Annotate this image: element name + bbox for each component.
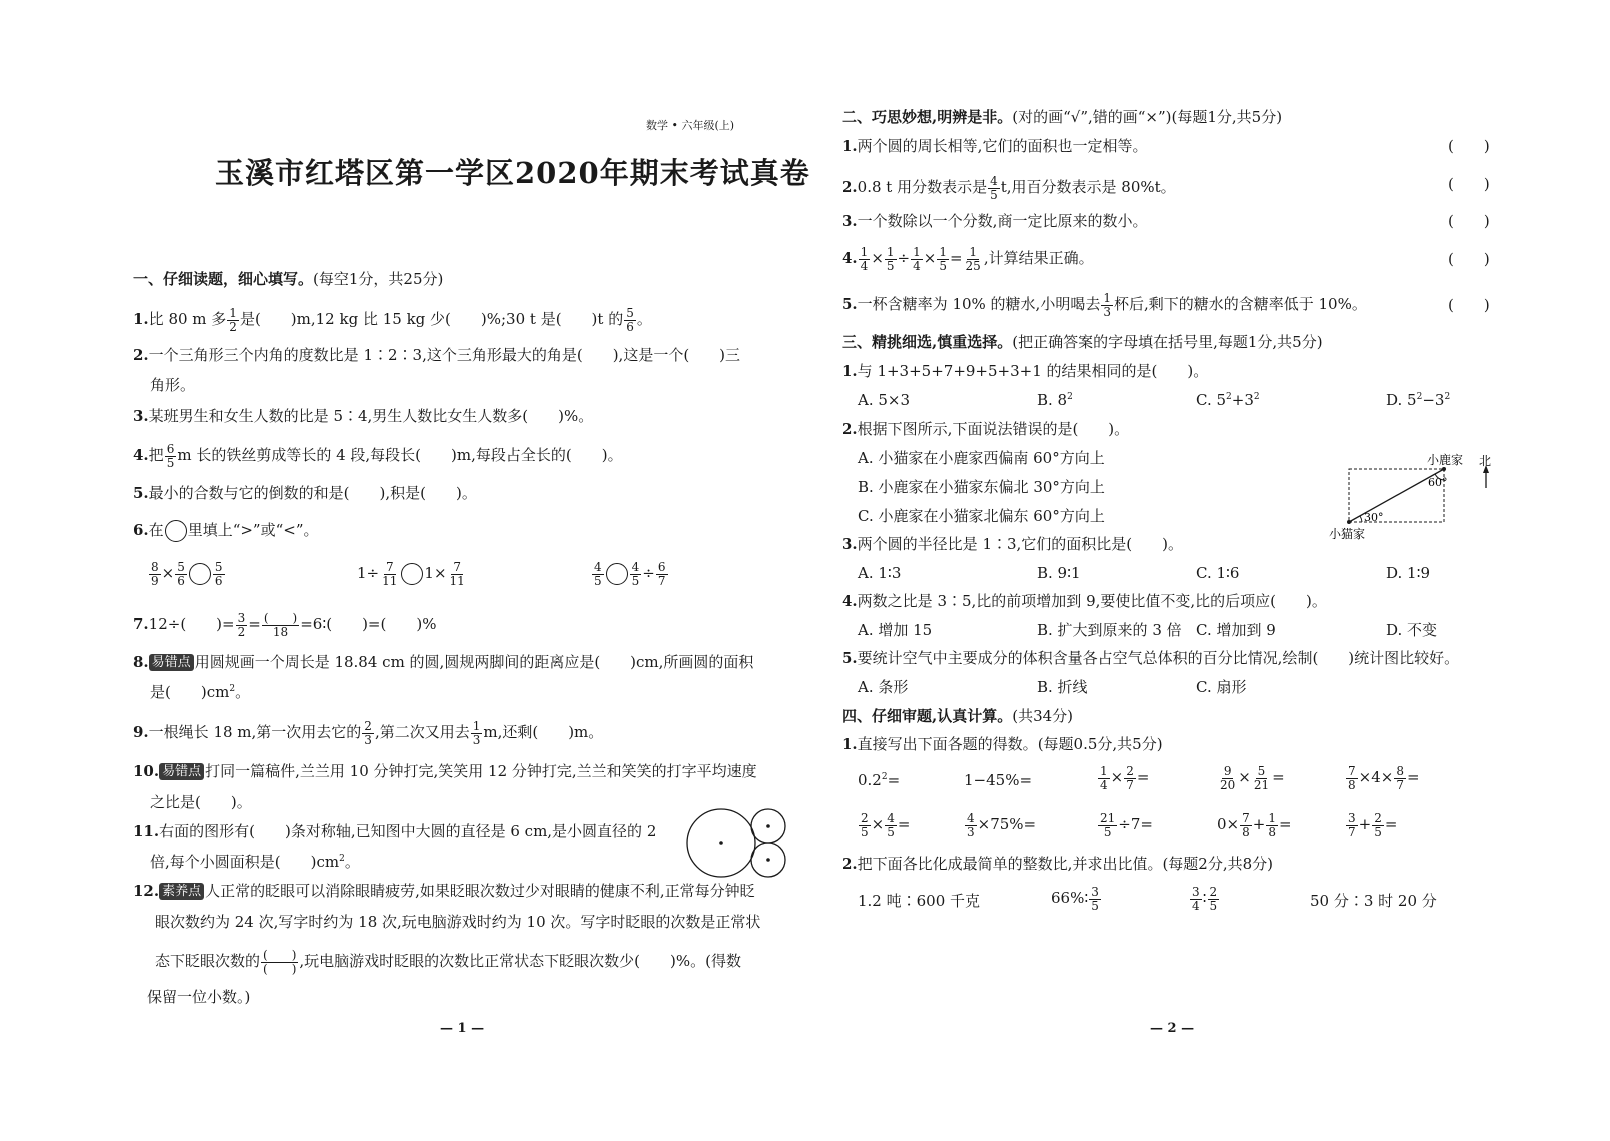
fraction: $\frac{3}{5}$ — [1091, 885, 1099, 913]
fraction: $\frac{4}{5}$ — [594, 560, 602, 588]
compare-circle-icon — [401, 563, 423, 585]
question-1: 1.比 80 m 多 $\frac{1}{2}$ 是( )m,12 kg 比 15 kg 少( )%;30 t 是( )t 的 $\frac{5}{6}$ 。 — [133, 306, 652, 334]
judge-2: 2.0.8 t 用分数表示是 $\frac{4}{5}$ t,用百分数表示是 80%t。 — [842, 174, 1176, 202]
north-label: 北 — [1479, 454, 1492, 468]
page-number-2: — 2 — — [1150, 1021, 1195, 1036]
cat-home-label: 小猫家 — [1329, 527, 1366, 541]
choice-2-option-b: B. 小鹿家在小猫家东偏北 30°方向上 — [858, 478, 1105, 496]
choice-1-option-d: D. $5^2-3^2$ — [1386, 391, 1451, 409]
fraction: $\frac{4}{3}$ — [967, 811, 975, 839]
fraction: $\frac{21}{5}$ — [1100, 811, 1116, 839]
question-6-expr-2: 1÷ $\frac{7}{11}$ 1× $\frac{7}{11}$ — [357, 560, 465, 588]
choice-1: 1.与 1+3+5+7+9+5+3+1 的结果相同的是( )。 — [842, 362, 1209, 380]
question-8: 8. 易错点 用圆规画一个周长是 18.84 cm 的圆,圆规两脚间的距离应是( )cm,所画圆的面积 — [133, 653, 754, 671]
fraction: $\frac{2}{5}$ — [861, 811, 869, 839]
choice-3-option-c: C. 1∶6 — [1196, 564, 1240, 582]
choice-5-option-b: B. 折线 — [1037, 678, 1088, 696]
fraction: $\frac{2}{7}$ — [1126, 764, 1134, 792]
calc-2-ratio-4: 50 分∶3 时 20 分 — [1310, 892, 1437, 910]
fraction: $\frac{3}{7}$ — [1348, 811, 1356, 839]
fraction: $\frac{7}{11}$ — [449, 560, 465, 588]
choice-5: 5.要统计空气中主要成分的体积含量各占空气总体积的百分比情况,绘制( )统计图比较好。 — [842, 649, 1460, 667]
question-3: 3.某班男生和女生人数的比是 5∶4,男生人数比女生人数多( )%。 — [133, 407, 594, 425]
error-prone-tag: 易错点 — [159, 763, 204, 780]
fraction: $\frac{5}{21}$ — [1253, 764, 1270, 792]
calc-1-expr-4: $\frac{9}{20}$ × $\frac{5}{21}$ = — [1220, 764, 1285, 792]
judge-5: 5.一杯含糖率为 10% 的糖水,小明喝去 $\frac{1}{3}$ 杯后,剩下的糖水的含糖率低于 10%。 — [842, 291, 1367, 319]
fraction: $\frac{2}{5}$ — [1209, 885, 1218, 913]
question-11: 11.右面的图形有( )条对称轴,已知图中大圆的直径是 6 cm,是小圆直径的 2 — [133, 822, 657, 840]
fraction: $\frac{8}{7}$ — [1396, 764, 1404, 792]
choice-4-option-a: A. 增加 15 — [858, 621, 933, 639]
choice-2: 2.根据下图所示,下面说法错误的是( )。 — [842, 420, 1130, 438]
fraction: $\frac{5}{6}$ — [626, 306, 634, 334]
error-prone-tag: 易错点 — [149, 654, 194, 671]
fraction: $\frac{1}{4}$ — [860, 245, 869, 273]
fraction: $\frac{1}{5}$ — [886, 245, 895, 273]
question-2-cont: 角形。 — [150, 376, 196, 394]
fraction: $\frac{6}{5}$ — [166, 442, 175, 470]
question-6-expr-1: $\frac{8}{9}$ × $\frac{5}{6}$ $\frac{5}{6}$ — [151, 560, 223, 588]
judge-3-answer[interactable]: ( ) — [1448, 212, 1490, 230]
question-5: 5.最小的合数与它的倒数的和是( ),积是( )。 — [133, 484, 477, 502]
question-9: 9.一根绳长 18 m,第一次用去它的 $\frac{2}{3}$ ,第二次又用去 $\frac{1}{3}$ m,还剩( )m。 — [133, 719, 604, 747]
fraction: $\frac{1}{3}$ — [472, 719, 481, 747]
fraction: $\frac{2}{3}$ — [364, 719, 372, 747]
judge-1: 1.两个圆的周长相等,它们的面积也一定相等。 — [842, 137, 1148, 155]
subject-header: 数学 • 六年级(上) — [646, 119, 735, 132]
fraction: $\frac{7}{8}$ — [1348, 764, 1356, 792]
judge-1-answer[interactable]: ( ) — [1448, 137, 1490, 155]
question-8-cont: 是( )$cm^2$。 — [150, 683, 251, 701]
fraction: $\frac{3}{2}$ — [237, 611, 246, 639]
judge-4-answer[interactable]: ( ) — [1448, 250, 1490, 268]
fraction: $\frac{3}{4}$ — [1192, 885, 1200, 913]
calc-1-expr-3: $\frac{1}{4}$ × $\frac{2}{7}$ = — [1100, 764, 1150, 792]
calc-1-expr-9: 0× $\frac{7}{8}$ + $\frac{1}{8}$ = — [1217, 811, 1292, 839]
fraction: $\frac{4}{5}$ — [990, 174, 998, 202]
question-7: 7.12÷( )= $\frac{3}{2}$ = ( ) 18 =6∶( )=( )% — [133, 611, 437, 639]
calc-1-expr-2: 1−45%= — [964, 771, 1033, 789]
calc-1-expr-10: $\frac{3}{7}$ + $\frac{2}{5}$ = — [1348, 811, 1398, 839]
fraction: $\frac{1}{25}$ — [965, 245, 981, 273]
calc-1: 1.直接写出下面各题的得数。(每题0.5分,共5分) — [842, 735, 1163, 753]
fraction: $\frac{4}{5}$ — [887, 811, 895, 839]
angle-60-label: 60° — [1428, 476, 1448, 489]
fraction: $\frac{1}{8}$ — [1268, 811, 1276, 839]
fraction: $\frac{1}{4}$ — [1100, 764, 1108, 792]
fraction: $\frac{1}{2}$ — [229, 306, 237, 334]
fraction: $\frac{7}{11}$ — [382, 560, 398, 588]
fraction: $\frac{4}{5}$ — [631, 560, 640, 588]
exam-title: 玉溪市红塔区第一学区2020年期末考试真卷 — [215, 156, 810, 190]
choice-4: 4.两数之比是 3∶5,比的前项增加到 9,要使比值不变,比的后项应( )。 — [842, 592, 1327, 610]
fraction: $\frac{7}{8}$ — [1242, 811, 1250, 839]
question-10: 10. 易错点 打同一篇稿件,兰兰用 10 分钟打完,笑笑用 12 分钟打完,兰兰和笑笑的打字平均速度 — [133, 762, 757, 780]
choice-4-option-d: D. 不变 — [1386, 621, 1438, 639]
literacy-tag: 素养点 — [159, 883, 204, 900]
fraction: $\frac{1}{3}$ — [1103, 291, 1111, 319]
section-4-heading: 四、仔细审题,认真计算。(共34分) — [842, 707, 1074, 725]
calc-2-ratio-1: 1.2 吨∶600 千克 — [858, 892, 981, 910]
section-3-heading: 三、精挑细选,慎重选择。(把正确答案的字母填在括号里,每题1分,共5分) — [842, 333, 1323, 351]
choice-2-option-c: C. 小鹿家在小猫家北偏东 60°方向上 — [858, 507, 1105, 525]
question-12-line-3: 态下眨眼次数的 ( ) ( ) ,玩电脑游戏时眨眼的次数比正常状态下眨眼次数少( )%。(得数 — [155, 948, 741, 976]
angle-30-label: 30° — [1364, 511, 1384, 524]
question-10-cont: 之比是( )。 — [150, 793, 252, 811]
choice-4-option-b: B. 扩大到原来的 3 倍 — [1037, 621, 1182, 639]
calc-1-expr-7: $\frac{4}{3}$ ×75%= — [967, 811, 1037, 839]
fraction: $\frac{5}{6}$ — [214, 560, 223, 588]
section-1-heading: 一、仔细读题，细心填写。(每空1分，共25分) — [133, 270, 444, 288]
question-4: 4.把 $\frac{6}{5}$ m 长的铁丝剪成等长的 4 段,每段长( )m,每段占全长的( )。 — [133, 442, 623, 470]
choice-3: 3.两个圆的半径比是 1∶3,它们的面积比是( )。 — [842, 535, 1184, 553]
fraction: $\frac{1}{4}$ — [913, 245, 921, 273]
choice-5-option-c: C. 扇形 — [1196, 678, 1247, 696]
choice-2-option-a: A. 小猫家在小鹿家西偏南 60°方向上 — [858, 449, 1105, 467]
calc-2-ratio-2: 66%∶ $\frac{3}{5}$ — [1051, 885, 1099, 913]
choice-1-option-b: B. $8^2$ — [1037, 391, 1073, 409]
choice-3-option-a: A. 1∶3 — [858, 564, 902, 582]
choice-1-option-c: C. $5^2+3^2$ — [1196, 391, 1260, 409]
fraction: $\frac{6}{7}$ — [657, 560, 666, 588]
fraction: $\frac{2}{5}$ — [1374, 811, 1382, 839]
question-12-line-4: 保留一位小数。) — [147, 988, 251, 1006]
calc-1-expr-8: $\frac{21}{5}$ ÷7= — [1100, 811, 1153, 839]
judge-3: 3.一个数除以一个分数,商一定比原来的数小。 — [842, 212, 1148, 230]
fraction: $\frac{5}{6}$ — [177, 560, 185, 588]
calc-2-ratio-3: $\frac{3}{4}$ ∶ $\frac{2}{5}$ — [1192, 885, 1218, 913]
compare-circle-icon — [189, 563, 211, 585]
question-12-line-2: 眼次数约为 24 次,写字时约为 18 次,玩电脑游戏时约为 10 次。写字时眨眼的次数是正常状 — [155, 913, 761, 931]
direction-diagram — [1322, 450, 1502, 542]
choice-3-option-d: D. 1∶9 — [1386, 564, 1431, 582]
fraction: $\frac{9}{20}$ — [1220, 764, 1236, 792]
question-2: 2.一个三角形三个内角的度数比是 1∶2∶3,这个三角形最大的角是( ),这是一个( )三 — [133, 346, 741, 364]
question-6-expr-3: $\frac{4}{5}$ $\frac{4}{5}$ ÷ $\frac{6}{7}$ — [594, 560, 666, 588]
compare-circle-icon — [606, 563, 628, 585]
calc-2: 2.把下面各比化成最简单的整数比,并求出比值。(每题2分,共8分) — [842, 855, 1274, 873]
judge-5-answer[interactable]: ( ) — [1448, 296, 1490, 314]
judge-4: 4. $\frac{1}{4}$ × $\frac{1}{5}$ ÷ $\frac{1}{4}$ × $\frac{1}{5}$ = $\frac{1}{25}$ ,计算结果正确。 — [842, 245, 1094, 273]
compare-circle-icon — [165, 520, 187, 542]
section-2-heading: 二、巧思妙想,明辨是非。(对的画“√”,错的画“×”)(每题1分,共5分) — [842, 108, 1283, 126]
choice-4-option-c: C. 增加到 9 — [1196, 621, 1276, 639]
fraction: $\frac{8}{9}$ — [151, 560, 159, 588]
question-12: 12. 素养点 人正常的眨眼可以消除眼睛疲劳,如果眨眼次数过少对眼睛的健康不利,正常每分钟眨 — [133, 882, 755, 900]
question-6: 6.在 里填上“>”或“<”。 — [133, 520, 319, 542]
choice-5-option-a: A. 条形 — [858, 678, 909, 696]
fraction: ( ) 18 — [263, 611, 298, 639]
judge-2-answer[interactable]: ( ) — [1448, 175, 1490, 193]
deer-home-label: 小鹿家 — [1427, 453, 1464, 467]
choice-1-option-a: A. 5×3 — [858, 391, 911, 409]
calc-1-expr-5: $\frac{7}{8}$ ×4× $\frac{8}{7}$ = — [1348, 764, 1420, 792]
question-11-cont: 倍,每个小圆面积是( )$cm^2$。 — [150, 853, 360, 871]
fraction: $\frac{1}{5}$ — [939, 245, 947, 273]
calc-1-expr-6: $\frac{2}{5}$ × $\frac{4}{5}$ = — [861, 811, 911, 839]
circles-figure — [685, 806, 787, 880]
page-number-1: — 1 — — [440, 1021, 485, 1036]
choice-3-option-b: B. 9∶1 — [1037, 564, 1081, 582]
calc-1-expr-1: $0.2^2=$ — [858, 771, 901, 789]
